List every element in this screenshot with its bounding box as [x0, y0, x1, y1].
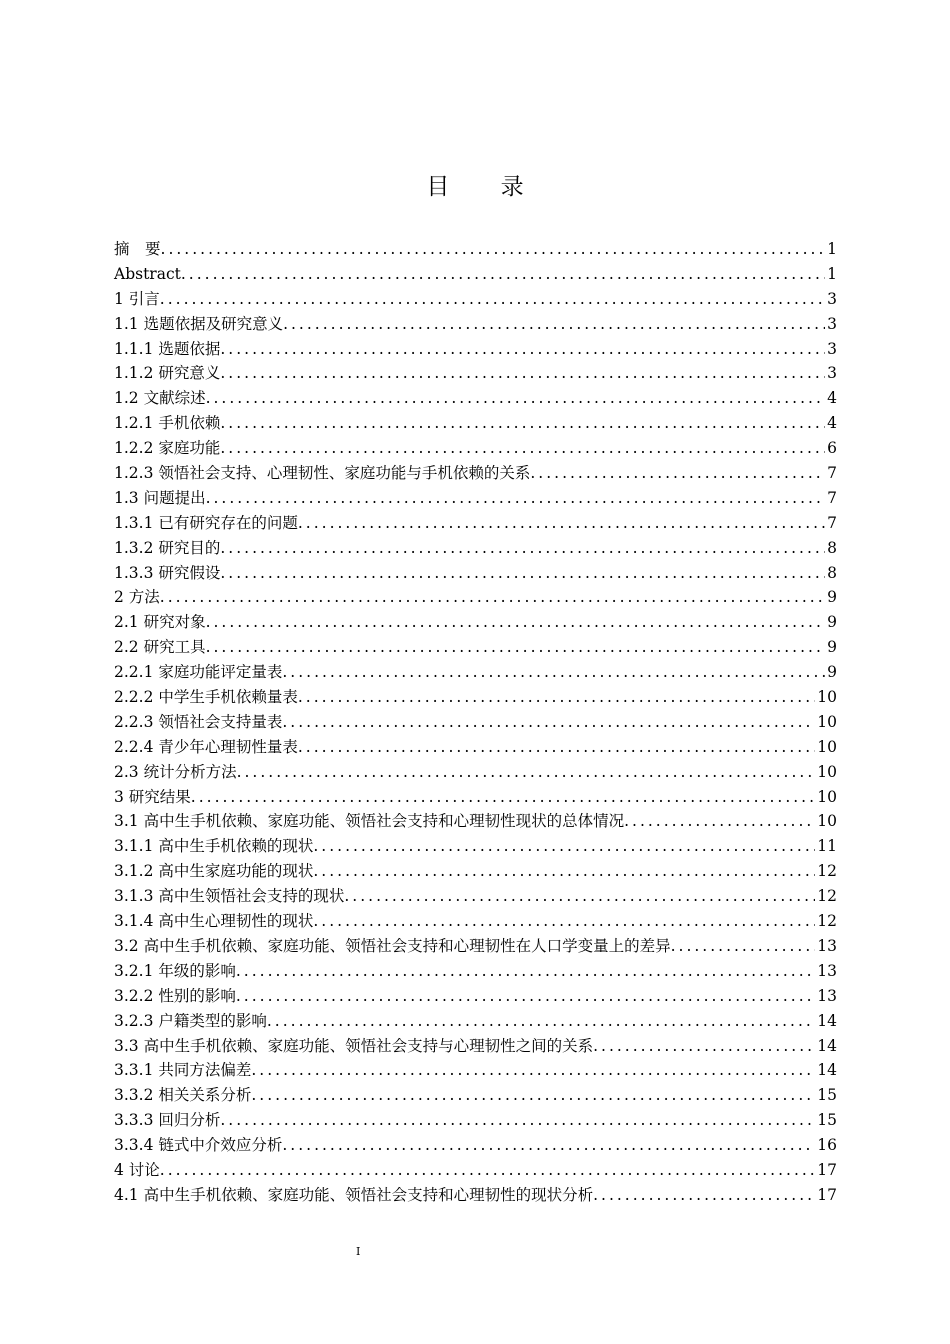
toc-entry[interactable]: [114, 561, 837, 586]
toc-entry[interactable]: [114, 337, 837, 362]
toc-dot-leader: [160, 1158, 815, 1183]
toc-entry-label: 摘 要: [114, 240, 161, 258]
toc-entry[interactable]: [114, 884, 837, 909]
toc-dot-leader: [237, 760, 816, 785]
toc-entry-label: 3.1.4 高中生心理韧性的现状: [114, 912, 314, 931]
toc-entry-page: 15: [817, 1086, 837, 1105]
toc-dot-leader: [298, 735, 815, 760]
toc-dot-leader: [313, 834, 815, 859]
toc-dot-leader: [206, 386, 826, 411]
toc-entry-label: 3.1.2 高中生家庭功能的现状: [114, 862, 314, 881]
toc-entry-page: 10: [817, 787, 837, 806]
toc-entry-page: 12: [817, 862, 837, 881]
toc-entry[interactable]: [114, 685, 837, 710]
toc-entry-page: 9: [827, 613, 837, 632]
toc-dot-leader: [161, 237, 826, 262]
toc-entry-page: 9: [827, 588, 837, 607]
toc-entry[interactable]: [114, 1009, 837, 1034]
toc-entry[interactable]: [114, 386, 837, 411]
toc-entry-page: 12: [817, 887, 837, 906]
toc-entry-label: 3.2 高中生手机依赖、家庭功能、领悟社会支持和心理韧性在人口学变量上的差异: [114, 936, 671, 955]
toc-dot-leader: [191, 785, 815, 810]
toc-entry[interactable]: [114, 635, 837, 660]
toc-dot-leader: [206, 610, 826, 635]
toc-dot-leader: [220, 1108, 815, 1133]
toc-entry-label: 1.3.2 研究目的: [114, 538, 221, 557]
toc-dot-leader: [298, 511, 825, 536]
toc-entry[interactable]: [114, 436, 837, 461]
toc-dot-leader: [236, 959, 815, 984]
toc-entry[interactable]: [114, 959, 837, 984]
toc-entry[interactable]: [114, 461, 837, 486]
toc-entry[interactable]: [114, 760, 837, 785]
toc-dot-leader: [593, 1034, 815, 1059]
toc-entry-label: 2.3 统计分析方法: [114, 762, 237, 781]
toc-entry-label: 3.1 高中生手机依赖、家庭功能、领悟社会支持和心理韧性现状的总体情况: [114, 812, 625, 831]
toc-entry-label: 3.3 高中生手机依赖、家庭功能、领悟社会支持与心理韧性之间的关系: [114, 1036, 594, 1055]
toc-entry-page: 14: [817, 1036, 837, 1055]
toc-entry[interactable]: [114, 511, 837, 536]
toc-dot-leader: [313, 859, 815, 884]
toc-entry[interactable]: [114, 710, 837, 735]
toc-entry[interactable]: [114, 735, 837, 760]
toc-title: 目 录: [426, 174, 546, 200]
toc-dot-leader: [220, 361, 825, 386]
toc-entry[interactable]: [114, 361, 837, 386]
toc-dot-leader: [206, 486, 826, 511]
toc-entry[interactable]: [114, 1083, 837, 1108]
toc-entry-page: 14: [817, 1061, 837, 1080]
toc-entry-page: 10: [817, 737, 837, 756]
toc-dot-leader: [220, 536, 825, 561]
toc-dot-leader: [236, 984, 815, 1009]
toc-entry-label: Abstract: [114, 264, 181, 283]
toc-entry-label: 1.2 文献综述: [114, 389, 206, 408]
toc-entry-label: 2.2.1 家庭功能评定量表: [114, 663, 283, 682]
toc-entry-label: 2.2 研究工具: [114, 638, 206, 657]
toc-entry-page: 7: [827, 513, 837, 532]
toc-dot-leader: [283, 312, 825, 337]
toc-dot-leader: [530, 461, 825, 486]
toc-entry-page: 3: [827, 364, 837, 383]
toc-entry-page: 17: [817, 1160, 837, 1179]
toc-entry-label: 3.3.4 链式中介效应分析: [114, 1136, 283, 1155]
toc-entry[interactable]: [114, 834, 837, 859]
toc-dot-leader: [181, 262, 825, 287]
toc-entry-page: 10: [817, 688, 837, 707]
toc-entry-label: 1.3.1 已有研究存在的问题: [114, 513, 298, 532]
toc-entry-label: 1.3 问题提出: [114, 488, 206, 507]
toc-entry[interactable]: [114, 1058, 837, 1083]
toc-dot-leader: [624, 809, 815, 834]
toc-entry-page: 1: [827, 264, 837, 283]
toc-dot-leader: [282, 1133, 815, 1158]
toc-entry-page: 9: [827, 663, 837, 682]
toc-dot-leader: [220, 337, 825, 362]
toc-entry-page: 11: [817, 837, 837, 856]
toc-entry-page: 4: [827, 414, 837, 433]
toc-dot-leader: [160, 585, 825, 610]
toc-entry-page: 6: [827, 439, 837, 458]
toc-dot-leader: [251, 1058, 815, 1083]
toc-dot-leader: [220, 436, 825, 461]
toc-entry[interactable]: [114, 1158, 837, 1183]
toc-dot-leader: [206, 635, 826, 660]
toc-entry-label: 2.2.2 中学生手机依赖量表: [114, 688, 298, 707]
toc-entry-page: 15: [817, 1111, 837, 1130]
toc-entry-label: 3.1.1 高中生手机依赖的现状: [114, 837, 314, 856]
toc-dot-leader: [251, 1083, 815, 1108]
toc-dot-leader: [160, 287, 825, 312]
toc-entry-page: 8: [827, 563, 837, 582]
toc-dot-leader: [313, 909, 815, 934]
toc-dot-leader: [671, 934, 816, 959]
toc-dot-leader: [220, 561, 825, 586]
toc-entry-label: 2.2.4 青少年心理韧性量表: [114, 737, 298, 756]
toc-entry-page: 12: [817, 912, 837, 931]
toc-entry-page: 10: [817, 712, 837, 731]
toc-entry-page: 3: [827, 314, 837, 333]
toc-dot-leader: [220, 411, 825, 436]
footer-page-number: I: [356, 1245, 361, 1258]
toc-entry-page: 14: [817, 1011, 837, 1030]
toc-entry-page: 4: [827, 389, 837, 408]
toc-entry-page: 10: [817, 762, 837, 781]
toc-entry[interactable]: [114, 610, 837, 635]
toc-dot-leader: [344, 884, 815, 909]
toc-entry[interactable]: [114, 411, 837, 436]
toc-entry[interactable]: [114, 486, 837, 511]
toc-entry-label: 3.3.3 回归分析: [114, 1111, 221, 1130]
toc-entry-page: 13: [817, 936, 837, 955]
toc-dot-leader: [593, 1183, 815, 1208]
toc-dot-leader: [298, 685, 815, 710]
toc-entry[interactable]: [114, 1034, 837, 1059]
toc-entry-page: 16: [817, 1136, 837, 1155]
toc-entry-label: 1.2.1 手机依赖: [114, 414, 221, 433]
toc-entry-label: 3.2.2 性别的影响: [114, 986, 236, 1005]
toc-entry-page: 7: [827, 464, 837, 483]
toc-entry-label: 4.1 高中生手机依赖、家庭功能、领悟社会支持和心理韧性的现状分析: [114, 1185, 594, 1204]
toc-dot-leader: [267, 1009, 815, 1034]
toc-entry-page: 9: [827, 638, 837, 657]
toc-entry-label: 3.2.1 年级的影响: [114, 961, 236, 980]
toc-entry-label: 3 研究结果: [114, 787, 191, 806]
toc-entry[interactable]: [114, 287, 837, 312]
toc-entry-page: 10: [817, 812, 837, 831]
toc-entry-label: 1.2.3 领悟社会支持、心理韧性、家庭功能与手机依赖的关系: [114, 464, 531, 483]
toc-entry-label: 4 讨论: [114, 1160, 160, 1179]
toc-entry[interactable]: [114, 859, 837, 884]
toc-entry[interactable]: [114, 934, 837, 959]
toc-entry[interactable]: [114, 785, 837, 810]
toc-entry-label: 2 方法: [114, 588, 160, 607]
toc-entry-label: 2.1 研究对象: [114, 613, 206, 632]
toc-entry-label: 2.2.3 领悟社会支持量表: [114, 712, 283, 731]
toc-entry-label: 3.3.1 共同方法偏差: [114, 1061, 252, 1080]
toc-entry-page: 7: [827, 488, 837, 507]
toc-entry-label: 1.1.1 选题依据: [114, 339, 221, 358]
toc-entry[interactable]: [114, 809, 837, 834]
toc-entry[interactable]: [114, 1183, 837, 1208]
toc-entry-page: 1: [827, 240, 837, 258]
toc-entry[interactable]: [114, 1133, 837, 1158]
toc-dot-leader: [282, 710, 815, 735]
toc-entry[interactable]: [114, 585, 837, 610]
toc-entry-page: 3: [827, 339, 837, 358]
toc-entry[interactable]: [114, 262, 837, 287]
toc-entry[interactable]: [114, 237, 837, 262]
toc-entry[interactable]: [114, 984, 837, 1009]
toc-entry-page: 8: [827, 538, 837, 557]
toc-list: [114, 237, 837, 1208]
toc-entry[interactable]: [114, 660, 837, 685]
toc-entry-label: 3.1.3 高中生领悟社会支持的现状: [114, 887, 345, 906]
toc-entry-label: 1.2.2 家庭功能: [114, 439, 221, 458]
toc-dot-leader: [282, 660, 825, 685]
toc-entry[interactable]: [114, 1108, 837, 1133]
toc-entry[interactable]: [114, 312, 837, 337]
toc-entry-label: 1 引言: [114, 289, 160, 308]
toc-entry-page: 13: [817, 986, 837, 1005]
toc-entry-page: 13: [817, 961, 837, 980]
toc-entry-page: 17: [817, 1185, 837, 1204]
toc-entry[interactable]: [114, 536, 837, 561]
toc-entry[interactable]: [114, 909, 837, 934]
toc-entry-label: 1.1 选题依据及研究意义: [114, 314, 284, 333]
toc-entry-page: 3: [827, 289, 837, 308]
toc-entry-label: 3.2.3 户籍类型的影响: [114, 1011, 267, 1030]
toc-entry-label: 3.3.2 相关关系分析: [114, 1086, 252, 1105]
toc-entry-label: 1.1.2 研究意义: [114, 364, 221, 383]
toc-entry-label: 1.3.3 研究假设: [114, 563, 221, 582]
